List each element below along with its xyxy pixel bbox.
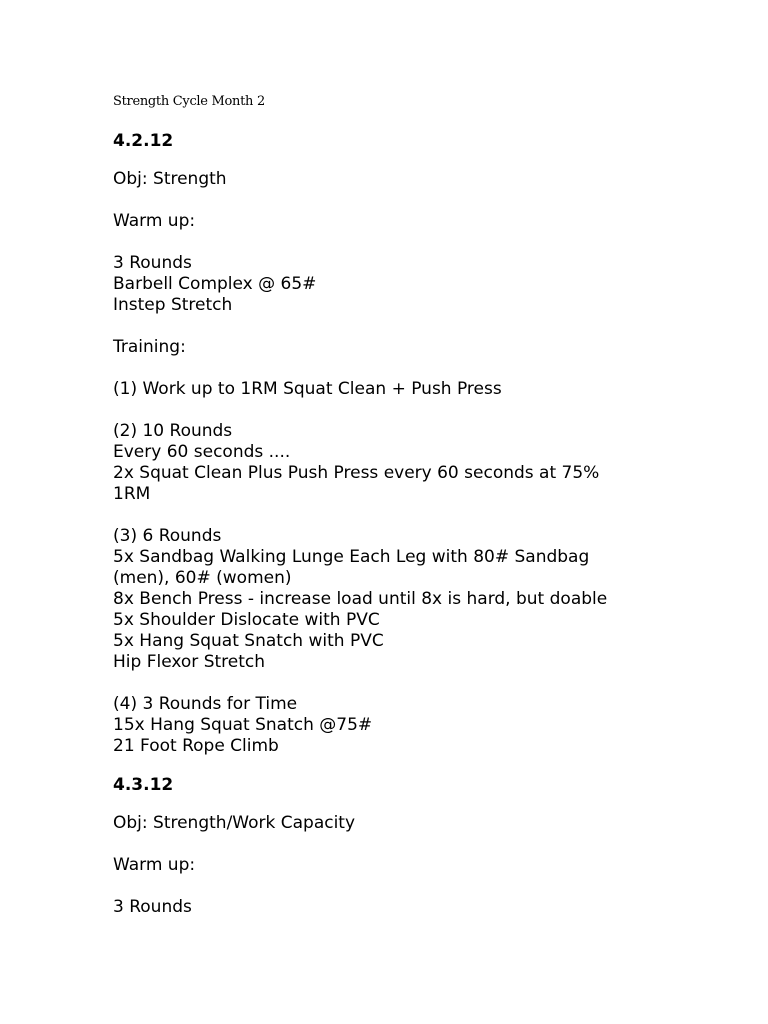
training-line: 5x Sandbag Walking Lunge Each Leg with 80# Sandbag bbox=[113, 547, 590, 567]
training-line: (men), 60# (women) bbox=[113, 568, 292, 588]
training-line: (4) 3 Rounds for Time bbox=[113, 694, 298, 714]
warmup-line: Instep Stretch bbox=[113, 295, 233, 315]
training-line: 21 Foot Rope Climb bbox=[113, 736, 279, 756]
training-line: Every 60 seconds .... bbox=[113, 442, 291, 462]
training-part-4 bbox=[113, 694, 733, 757]
date-heading-day2: 4.3.12 bbox=[113, 775, 174, 795]
date-heading-day1: 4.2.12 bbox=[113, 131, 174, 151]
training-part-1 bbox=[113, 379, 733, 400]
warmup-heading-day1: Warm up: bbox=[113, 211, 196, 231]
warmup-block-day1 bbox=[113, 253, 733, 316]
training-line: 8x Bench Press - increase load until 8x is hard, but doable bbox=[113, 589, 608, 609]
objective-day1: Obj: Strength bbox=[113, 169, 227, 189]
training-line: 5x Hang Squat Snatch with PVC bbox=[113, 631, 384, 651]
training-line: 5x Shoulder Dislocate with PVC bbox=[113, 610, 380, 630]
training-part-3 bbox=[113, 526, 733, 673]
objective-day2: Obj: Strength/Work Capacity bbox=[113, 813, 356, 833]
training-line: (1) Work up to 1RM Squat Clean + Push Press bbox=[113, 379, 502, 399]
training-line: (2) 10 Rounds bbox=[113, 421, 233, 441]
warmup-line: 3 Rounds bbox=[113, 253, 192, 273]
training-line: 1RM bbox=[113, 484, 151, 504]
document-page bbox=[113, 93, 733, 939]
warmup-block-day2 bbox=[113, 897, 733, 918]
warmup-line: Barbell Complex @ 65# bbox=[113, 274, 317, 294]
training-line: Hip Flexor Stretch bbox=[113, 652, 266, 672]
training-line: 15x Hang Squat Snatch @75# bbox=[113, 715, 373, 735]
training-part-2 bbox=[113, 421, 733, 505]
training-line: 2x Squat Clean Plus Push Press every 60 seconds at 75% bbox=[113, 463, 600, 483]
training-line: (3) 6 Rounds bbox=[113, 526, 222, 546]
document-header: Strength Cycle Month 2 bbox=[113, 94, 265, 109]
training-heading-day1: Training: bbox=[113, 337, 186, 357]
warmup-heading-day2: Warm up: bbox=[113, 855, 196, 875]
warmup-line: 3 Rounds bbox=[113, 897, 192, 917]
